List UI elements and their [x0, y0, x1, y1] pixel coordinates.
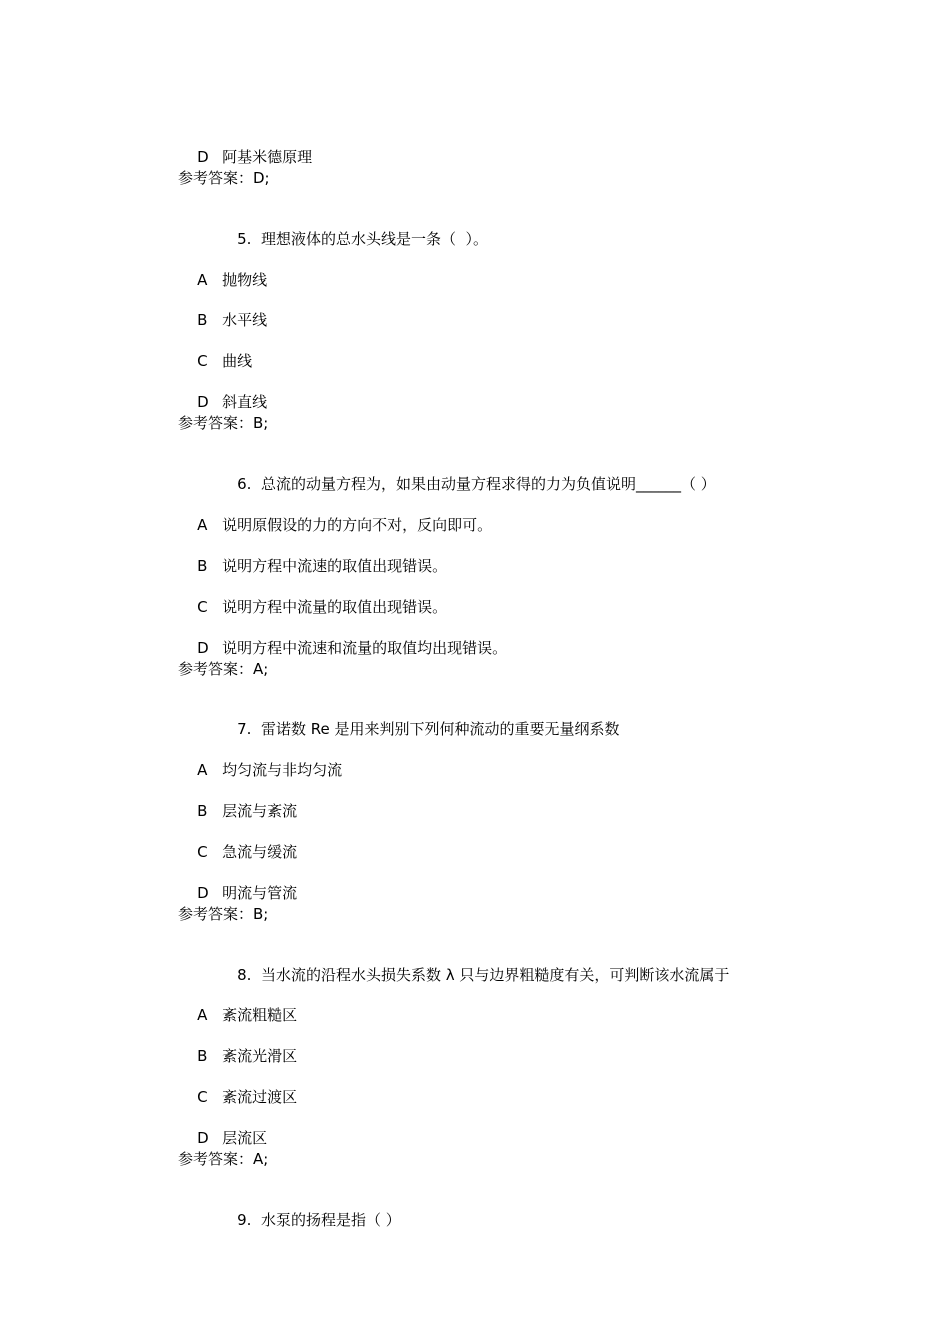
- option-letter: B: [197, 311, 208, 329]
- question-text: 雷诺数 Re 是用来判别下列何种流动的重要无量纲系数: [260, 720, 620, 738]
- answer-line: 参考答案：A;: [178, 660, 269, 678]
- option-text: 水平线: [222, 311, 268, 329]
- option-letter: C: [197, 598, 208, 616]
- option-letter: D: [197, 1129, 209, 1147]
- option-letter: D: [197, 148, 209, 166]
- option-letter: A: [197, 271, 208, 289]
- option-text: 明流与管流: [222, 884, 298, 902]
- option-text: 说明方程中流速的取值出现错误。: [222, 557, 448, 575]
- question-text: 当水流的沿程水头损失系数 λ 只与边界粗糙度有关，可判断该水流属于: [260, 966, 730, 984]
- option-letter: D: [197, 639, 209, 657]
- option-text: 紊流光滑区: [222, 1047, 298, 1065]
- question-text: 理想液体的总水头线是一条（ ）。: [260, 230, 488, 248]
- question-number: 9.: [237, 1211, 252, 1229]
- option-text: 均匀流与非均匀流: [222, 761, 343, 779]
- option-letter: A: [197, 1006, 208, 1024]
- option-letter: B: [197, 1047, 208, 1065]
- question-number: 8.: [237, 966, 252, 984]
- option-text: 紊流过渡区: [222, 1088, 298, 1106]
- option-text: 抛物线: [222, 271, 268, 289]
- option-text: 阿基米德原理: [222, 148, 313, 166]
- option-letter: C: [197, 843, 208, 861]
- question-number: 7.: [237, 720, 252, 738]
- question-number: 6.: [237, 475, 252, 493]
- answer-line: 参考答案：D;: [178, 169, 270, 187]
- option-text: 急流与缓流: [222, 843, 298, 861]
- option-text: 紊流粗糙区: [222, 1006, 298, 1024]
- option-text: 说明方程中流速和流量的取值均出现错误。: [222, 639, 508, 657]
- option-letter: B: [197, 557, 208, 575]
- option-letter: A: [197, 516, 208, 534]
- question-number: 5.: [237, 230, 252, 248]
- answer-line: 参考答案：A;: [178, 1150, 269, 1168]
- option-text: 说明原假设的力的方向不对，反向即可。: [222, 516, 493, 534]
- option-letter: C: [197, 352, 208, 370]
- option-text: 曲线: [222, 352, 253, 370]
- option-letter: B: [197, 802, 208, 820]
- question-row: [218, 1190, 401, 1250]
- option-letter: C: [197, 1088, 208, 1106]
- answer-line: 参考答案：B;: [178, 414, 269, 432]
- option-text: 层流与紊流: [222, 802, 298, 820]
- option-text: 说明方程中流量的取值出现错误。: [222, 598, 448, 616]
- option-text: 层流区: [222, 1129, 268, 1147]
- answer-line: 参考答案：B;: [178, 905, 269, 923]
- question-text: 总流的动量方程为，如果由动量方程求得的力为负值说明______（ ）: [260, 475, 716, 493]
- option-letter: A: [197, 761, 208, 779]
- option-text: 斜直线: [222, 393, 268, 411]
- option-letter: D: [197, 393, 209, 411]
- option-letter: D: [197, 884, 209, 902]
- question-text: 水泵的扬程是指（ ）: [260, 1211, 401, 1229]
